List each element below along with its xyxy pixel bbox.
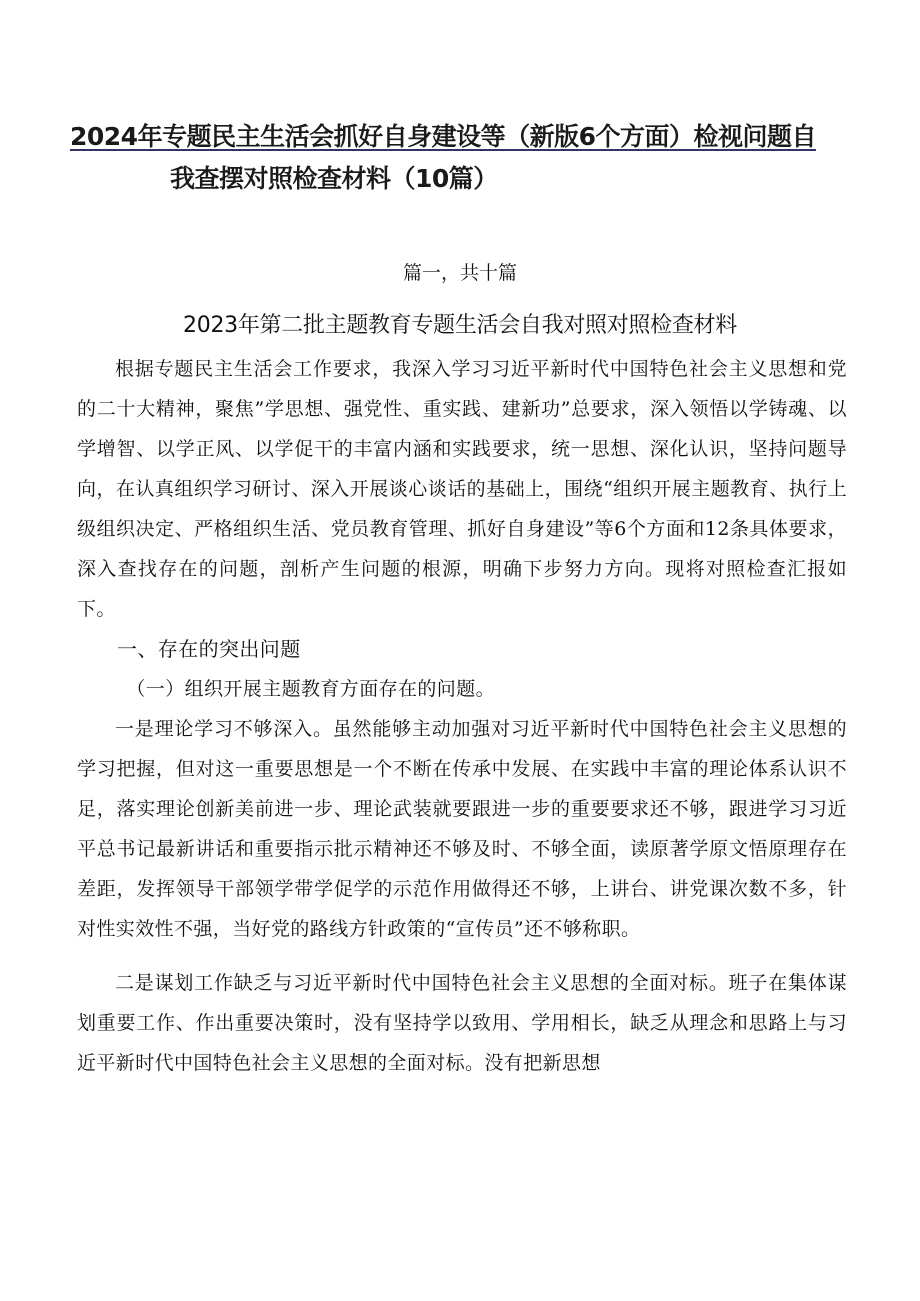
subsection-1-heading: （一）组织开展主题教育方面存在的问题。 [126,678,495,700]
part-label: 篇一，共十篇 [402,262,517,284]
title-line-1: 2024年专题民主生活会抓好自身建设等（新版6个方面）检视问题自 [70,122,816,151]
document-heading: 2023年第二批主题教育专题生活会自我对照对照检查材料 [183,313,737,338]
paragraph-gap [77,949,847,963]
point-2-paragraph: 二是谋划工作缺乏与习近平新时代中国特色社会主义思想的全面对标。班子在集体谋划重要工作、作出重要决策时，没有坚持学以致用、学用相长，缺乏从理念和思路上与习近平新时代中国特色社会主义思想的全面对标。没有把新思想 [77,972,847,1074]
title-line-2: 我查摆对照检查材料（10篇） [170,164,498,193]
point-1-paragraph: 一是理论学习不够深入。虽然能够主动加强对习近平新时代中国特色社会主义思想的学习把握，但对这一重要思想是一个不断在传承中发展、在实践中丰富的理论体系认识不足，落实理论创新美前进一步、理论武装就要跟进一步的重要要求还不够，跟进学习习近平总书记最新讲话和重要指示批示精神还不够及时、不够全面，读原著学原文悟原理存在差距，发挥领导干部领学带学促学的示范作用做得还不够，上讲台、讲党课次数不多，针对性实效性不强，当好党的路线方针政策的“宣传员”还不够称职。 [77,718,847,940]
document-title [70,116,860,200]
intro-paragraph: 根据专题民主生活会工作要求，我深入学习习近平新时代中国特色社会主义思想和党的二十大精神，聚焦”学思想、强党性、重实践、建新功”总要求，深入领悟以学铸魂、以学增智、以学正风、以学促干的丰富内涵和实践要求，统一思想、深化认识，坚持问题导向，在认真组织学习研讨、深入开展谈心谈话的基础上，围绕“组织开展主题教育、执行上级组织决定、严格组织生活、党员教育管理、抓好自身建设”等6个方面和12条具体要求，深入查找存在的问题，剖析产生问题的根源，明确下步努力方向。现将对照检查汇报如下。 [77,358,847,620]
section-1-heading: 一、存在的突出问题 [117,637,301,661]
document-body [77,349,847,1083]
